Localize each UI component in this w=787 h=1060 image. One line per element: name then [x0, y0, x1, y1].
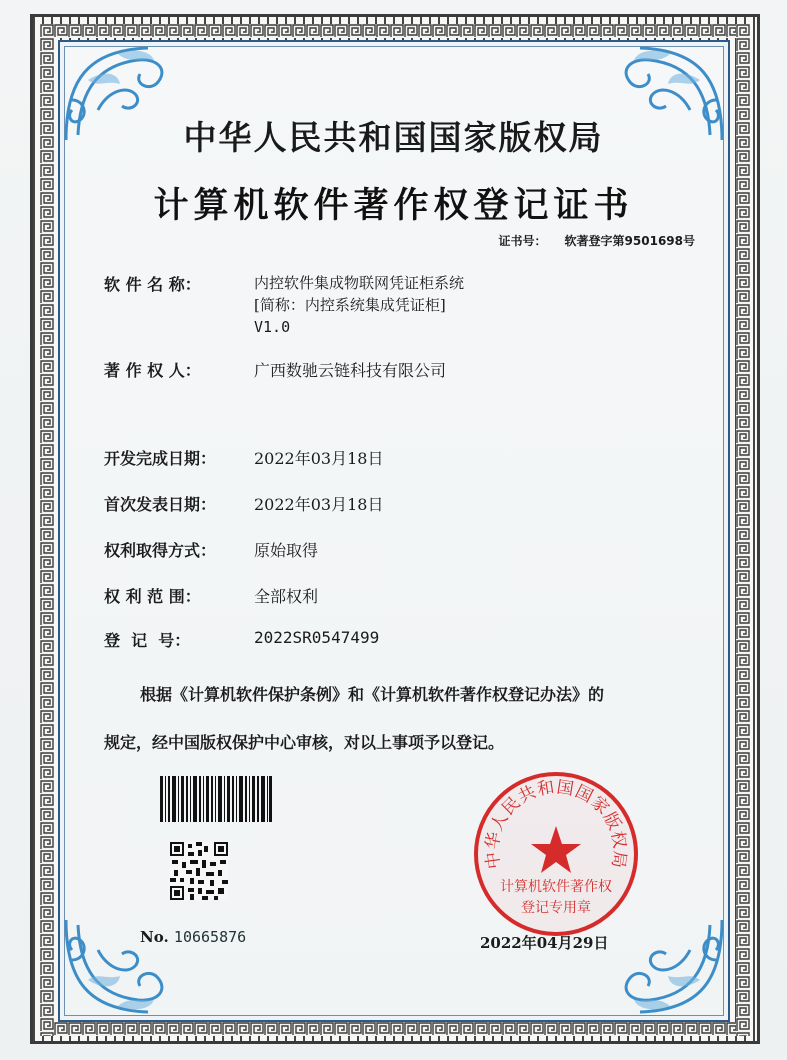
software-version: V1.0	[254, 318, 291, 336]
reg-no-label: 登 记 号：	[104, 631, 191, 650]
owner-row	[104, 358, 447, 381]
qr-code	[170, 842, 228, 900]
dev-date-row	[104, 446, 384, 469]
seal-ring-text: 中华人民共和国国家版权局	[482, 777, 630, 871]
software-short-name: [简称：内控系统集成凭证柜]	[254, 296, 446, 314]
pub-date-label: 首次发表日期：	[104, 495, 217, 514]
scope-value: 全部权利	[254, 587, 319, 606]
issuer-title: 中华人民共和国国家版权局	[183, 118, 604, 157]
serial-no-value: 10665876	[173, 928, 247, 946]
software-name-value: 内控软件集成物联网凭证柜系统	[254, 274, 465, 292]
pub-date-row	[104, 492, 384, 515]
software-name-row	[104, 272, 246, 295]
software-name-block	[254, 272, 464, 338]
key-border-bottom	[40, 1022, 750, 1036]
cert-no-value: 软著登字第9501698号	[564, 234, 695, 248]
dev-date-label: 开发完成日期：	[104, 449, 217, 468]
certificate-title: 计算机软件著作权登记证书	[153, 185, 634, 226]
acquire-label: 权利取得方式：	[104, 541, 217, 560]
issue-date: 2022年04月29日	[480, 934, 609, 952]
owner-value: 广西数驰云链科技有限公司	[254, 361, 447, 380]
key-border-right	[736, 24, 750, 1036]
seal-text-line-2: 登记专用章	[521, 900, 591, 916]
serial-number	[140, 928, 246, 946]
pub-date-value: 2022年03月18日	[254, 495, 384, 514]
scope-row	[104, 584, 319, 607]
acquire-row	[104, 538, 319, 561]
scope-label: 权 利 范 围：	[104, 587, 201, 606]
certificate-number	[499, 232, 695, 249]
key-border-left	[40, 24, 54, 1036]
cert-no-label: 证书号：	[498, 234, 547, 248]
software-name-label: 软 件 名 称：	[104, 275, 201, 294]
owner-label: 著 作 权 人：	[104, 361, 201, 380]
statement-line-2: 规定，经中国版权保护中心审核，对以上事项予以登记。	[104, 733, 505, 752]
acquire-value: 原始取得	[254, 541, 319, 560]
statement-line-1: 根据《计算机软件保护条例》和《计算机软件著作权登记办法》的	[140, 685, 605, 704]
corner-ornament-bottom-left	[58, 910, 208, 1020]
reg-no-value: 2022SR0547499	[254, 628, 380, 647]
reg-no-row	[104, 628, 380, 651]
serial-no-label: No.	[140, 928, 169, 946]
key-border-top	[40, 24, 750, 38]
dev-date-value: 2022年03月18日	[254, 449, 384, 468]
seal-text-line-1: 计算机软件著作权	[500, 879, 612, 895]
barcode-image	[160, 776, 272, 822]
